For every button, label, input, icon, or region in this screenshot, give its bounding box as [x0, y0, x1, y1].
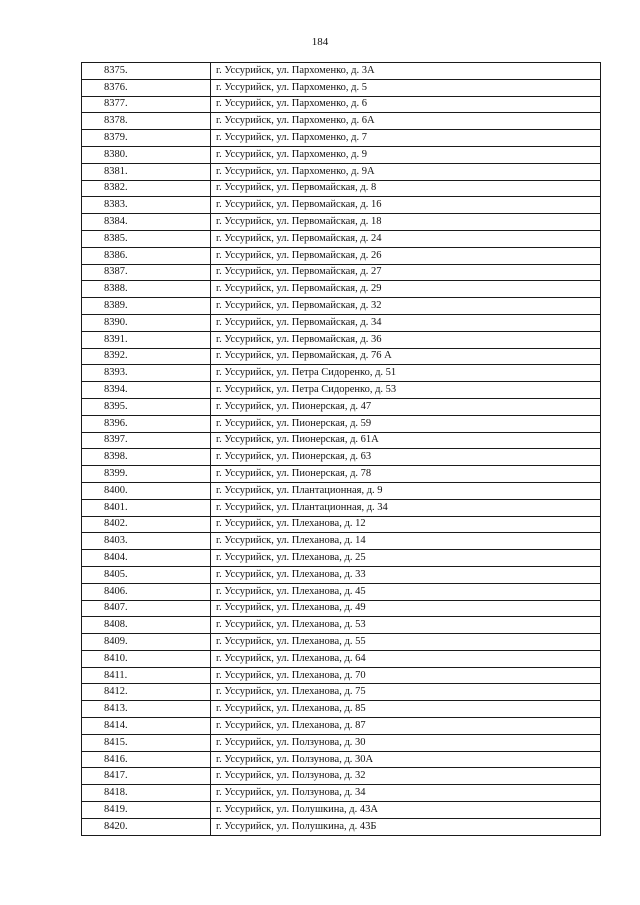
table-row [82, 583, 601, 600]
table-row [82, 415, 601, 432]
table-row [82, 499, 601, 516]
address-cell: г. Уссурийск, ул. Плеханова, д. 55 [211, 634, 601, 651]
address-cell: г. Уссурийск, ул. Пархоменко, д. 9 [211, 146, 601, 163]
table-row [82, 482, 601, 499]
row-number-cell: 8420. [82, 818, 211, 835]
row-number-cell: 8390. [82, 314, 211, 331]
address-cell: г. Уссурийск, ул. Пионерская, д. 78 [211, 466, 601, 483]
table-row [82, 718, 601, 735]
address-cell: г. Уссурийск, ул. Пионерская, д. 59 [211, 415, 601, 432]
address-cell: г. Уссурийск, ул. Первомайская, д. 76 А [211, 348, 601, 365]
table-row [82, 113, 601, 130]
address-cell: г. Уссурийск, ул. Первомайская, д. 26 [211, 247, 601, 264]
address-cell: г. Уссурийск, ул. Пионерская, д. 47 [211, 398, 601, 415]
table-row [82, 785, 601, 802]
address-cell: г. Уссурийск, ул. Первомайская, д. 18 [211, 214, 601, 231]
table-row [82, 382, 601, 399]
row-number-cell: 8398. [82, 449, 211, 466]
address-cell: г. Уссурийск, ул. Пионерская, д. 63 [211, 449, 601, 466]
table-row [82, 802, 601, 819]
table-row [82, 130, 601, 147]
row-number-cell: 8400. [82, 482, 211, 499]
row-number-cell: 8392. [82, 348, 211, 365]
table-row [82, 634, 601, 651]
address-cell: г. Уссурийск, ул. Плеханова, д. 53 [211, 617, 601, 634]
table-row [82, 550, 601, 567]
row-number-cell: 8411. [82, 667, 211, 684]
table-row [82, 684, 601, 701]
address-cell: г. Уссурийск, ул. Пархоменко, д. 7 [211, 130, 601, 147]
table-row [82, 348, 601, 365]
row-number-cell: 8403. [82, 533, 211, 550]
address-cell: г. Уссурийск, ул. Петра Сидоренко, д. 51 [211, 365, 601, 382]
address-cell: г. Уссурийск, ул. Плеханова, д. 14 [211, 533, 601, 550]
address-cell: г. Уссурийск, ул. Первомайская, д. 16 [211, 197, 601, 214]
address-cell: г. Уссурийск, ул. Плеханова, д. 49 [211, 600, 601, 617]
row-number-cell: 8379. [82, 130, 211, 147]
address-cell: г. Уссурийск, ул. Плеханова, д. 33 [211, 566, 601, 583]
row-number-cell: 8383. [82, 197, 211, 214]
table-row [82, 734, 601, 751]
table-row [82, 432, 601, 449]
table-row [82, 566, 601, 583]
address-cell: г. Уссурийск, ул. Плеханова, д. 45 [211, 583, 601, 600]
table-row [82, 298, 601, 315]
table-row [82, 701, 601, 718]
row-number-cell: 8404. [82, 550, 211, 567]
row-number-cell: 8395. [82, 398, 211, 415]
row-number-cell: 8414. [82, 718, 211, 735]
row-number-cell: 8399. [82, 466, 211, 483]
table-row [82, 96, 601, 113]
address-cell: г. Уссурийск, ул. Плеханова, д. 87 [211, 718, 601, 735]
row-number-cell: 8388. [82, 281, 211, 298]
row-number-cell: 8418. [82, 785, 211, 802]
address-cell: г. Уссурийск, ул. Плеханова, д. 64 [211, 650, 601, 667]
address-cell: г. Уссурийск, ул. Первомайская, д. 8 [211, 180, 601, 197]
row-number-cell: 8382. [82, 180, 211, 197]
table-row [82, 197, 601, 214]
row-number-cell: 8393. [82, 365, 211, 382]
address-cell: г. Уссурийск, ул. Первомайская, д. 32 [211, 298, 601, 315]
address-cell: г. Уссурийск, ул. Плантационная, д. 34 [211, 499, 601, 516]
row-number-cell: 8381. [82, 163, 211, 180]
table-row [82, 398, 601, 415]
table-row [82, 449, 601, 466]
row-number-cell: 8376. [82, 79, 211, 96]
table-row [82, 146, 601, 163]
address-cell: г. Уссурийск, ул. Пархоменко, д. 5 [211, 79, 601, 96]
table-row [82, 163, 601, 180]
row-number-cell: 8386. [82, 247, 211, 264]
address-cell: г. Уссурийск, ул. Пархоменко, д. 6 [211, 96, 601, 113]
address-cell: г. Уссурийск, ул. Плеханова, д. 25 [211, 550, 601, 567]
row-number-cell: 8415. [82, 734, 211, 751]
address-cell: г. Уссурийск, ул. Плантационная, д. 9 [211, 482, 601, 499]
table-row [82, 230, 601, 247]
table-row [82, 533, 601, 550]
table-row [82, 331, 601, 348]
page-number: 184 [311, 36, 329, 48]
address-table-body [82, 63, 601, 836]
address-cell: г. Уссурийск, ул. Плеханова, д. 75 [211, 684, 601, 701]
address-cell: г. Уссурийск, ул. Первомайская, д. 27 [211, 264, 601, 281]
row-number-cell: 8413. [82, 701, 211, 718]
row-number-cell: 8377. [82, 96, 211, 113]
row-number-cell: 8380. [82, 146, 211, 163]
row-number-cell: 8409. [82, 634, 211, 651]
table-row [82, 818, 601, 835]
row-number-cell: 8387. [82, 264, 211, 281]
row-number-cell: 8419. [82, 802, 211, 819]
table-row [82, 365, 601, 382]
table-row [82, 180, 601, 197]
row-number-cell: 8384. [82, 214, 211, 231]
row-number-cell: 8410. [82, 650, 211, 667]
row-number-cell: 8405. [82, 566, 211, 583]
row-number-cell: 8391. [82, 331, 211, 348]
row-number-cell: 8406. [82, 583, 211, 600]
address-cell: г. Уссурийск, ул. Первомайская, д. 29 [211, 281, 601, 298]
address-cell: г. Уссурийск, ул. Пионерская, д. 61А [211, 432, 601, 449]
table-row [82, 466, 601, 483]
address-cell: г. Уссурийск, ул. Ползунова, д. 32 [211, 768, 601, 785]
address-cell: г. Уссурийск, ул. Полушкина, д. 43А [211, 802, 601, 819]
row-number-cell: 8375. [82, 63, 211, 80]
address-cell: г. Уссурийск, ул. Первомайская, д. 24 [211, 230, 601, 247]
table-row [82, 264, 601, 281]
table-row [82, 314, 601, 331]
row-number-cell: 8397. [82, 432, 211, 449]
row-number-cell: 8412. [82, 684, 211, 701]
address-cell: г. Уссурийск, ул. Ползунова, д. 30А [211, 751, 601, 768]
address-cell: г. Уссурийск, ул. Ползунова, д. 34 [211, 785, 601, 802]
row-number-cell: 8394. [82, 382, 211, 399]
table-row [82, 667, 601, 684]
table-row [82, 617, 601, 634]
row-number-cell: 8417. [82, 768, 211, 785]
address-cell: г. Уссурийск, ул. Плеханова, д. 12 [211, 516, 601, 533]
address-table [81, 62, 601, 836]
table-row [82, 63, 601, 80]
row-number-cell: 8385. [82, 230, 211, 247]
table-row [82, 79, 601, 96]
row-number-cell: 8407. [82, 600, 211, 617]
address-cell: г. Уссурийск, ул. Петра Сидоренко, д. 53 [211, 382, 601, 399]
row-number-cell: 8401. [82, 499, 211, 516]
address-cell: г. Уссурийск, ул. Ползунова, д. 30 [211, 734, 601, 751]
table-row [82, 516, 601, 533]
table-row [82, 214, 601, 231]
address-cell: г. Уссурийск, ул. Полушкина, д. 43Б [211, 818, 601, 835]
row-number-cell: 8378. [82, 113, 211, 130]
table-row [82, 281, 601, 298]
row-number-cell: 8396. [82, 415, 211, 432]
address-cell: г. Уссурийск, ул. Плеханова, д. 85 [211, 701, 601, 718]
row-number-cell: 8402. [82, 516, 211, 533]
table-row [82, 650, 601, 667]
address-cell: г. Уссурийск, ул. Пархоменко, д. 6А [211, 113, 601, 130]
address-cell: г. Уссурийск, ул. Пархоменко, д. 9А [211, 163, 601, 180]
row-number-cell: 8416. [82, 751, 211, 768]
row-number-cell: 8408. [82, 617, 211, 634]
address-cell: г. Уссурийск, ул. Пархоменко, д. 3А [211, 63, 601, 80]
table-row [82, 751, 601, 768]
address-cell: г. Уссурийск, ул. Первомайская, д. 36 [211, 331, 601, 348]
address-cell: г. Уссурийск, ул. Первомайская, д. 34 [211, 314, 601, 331]
table-row [82, 247, 601, 264]
address-cell: г. Уссурийск, ул. Плеханова, д. 70 [211, 667, 601, 684]
table-row [82, 600, 601, 617]
row-number-cell: 8389. [82, 298, 211, 315]
table-row [82, 768, 601, 785]
